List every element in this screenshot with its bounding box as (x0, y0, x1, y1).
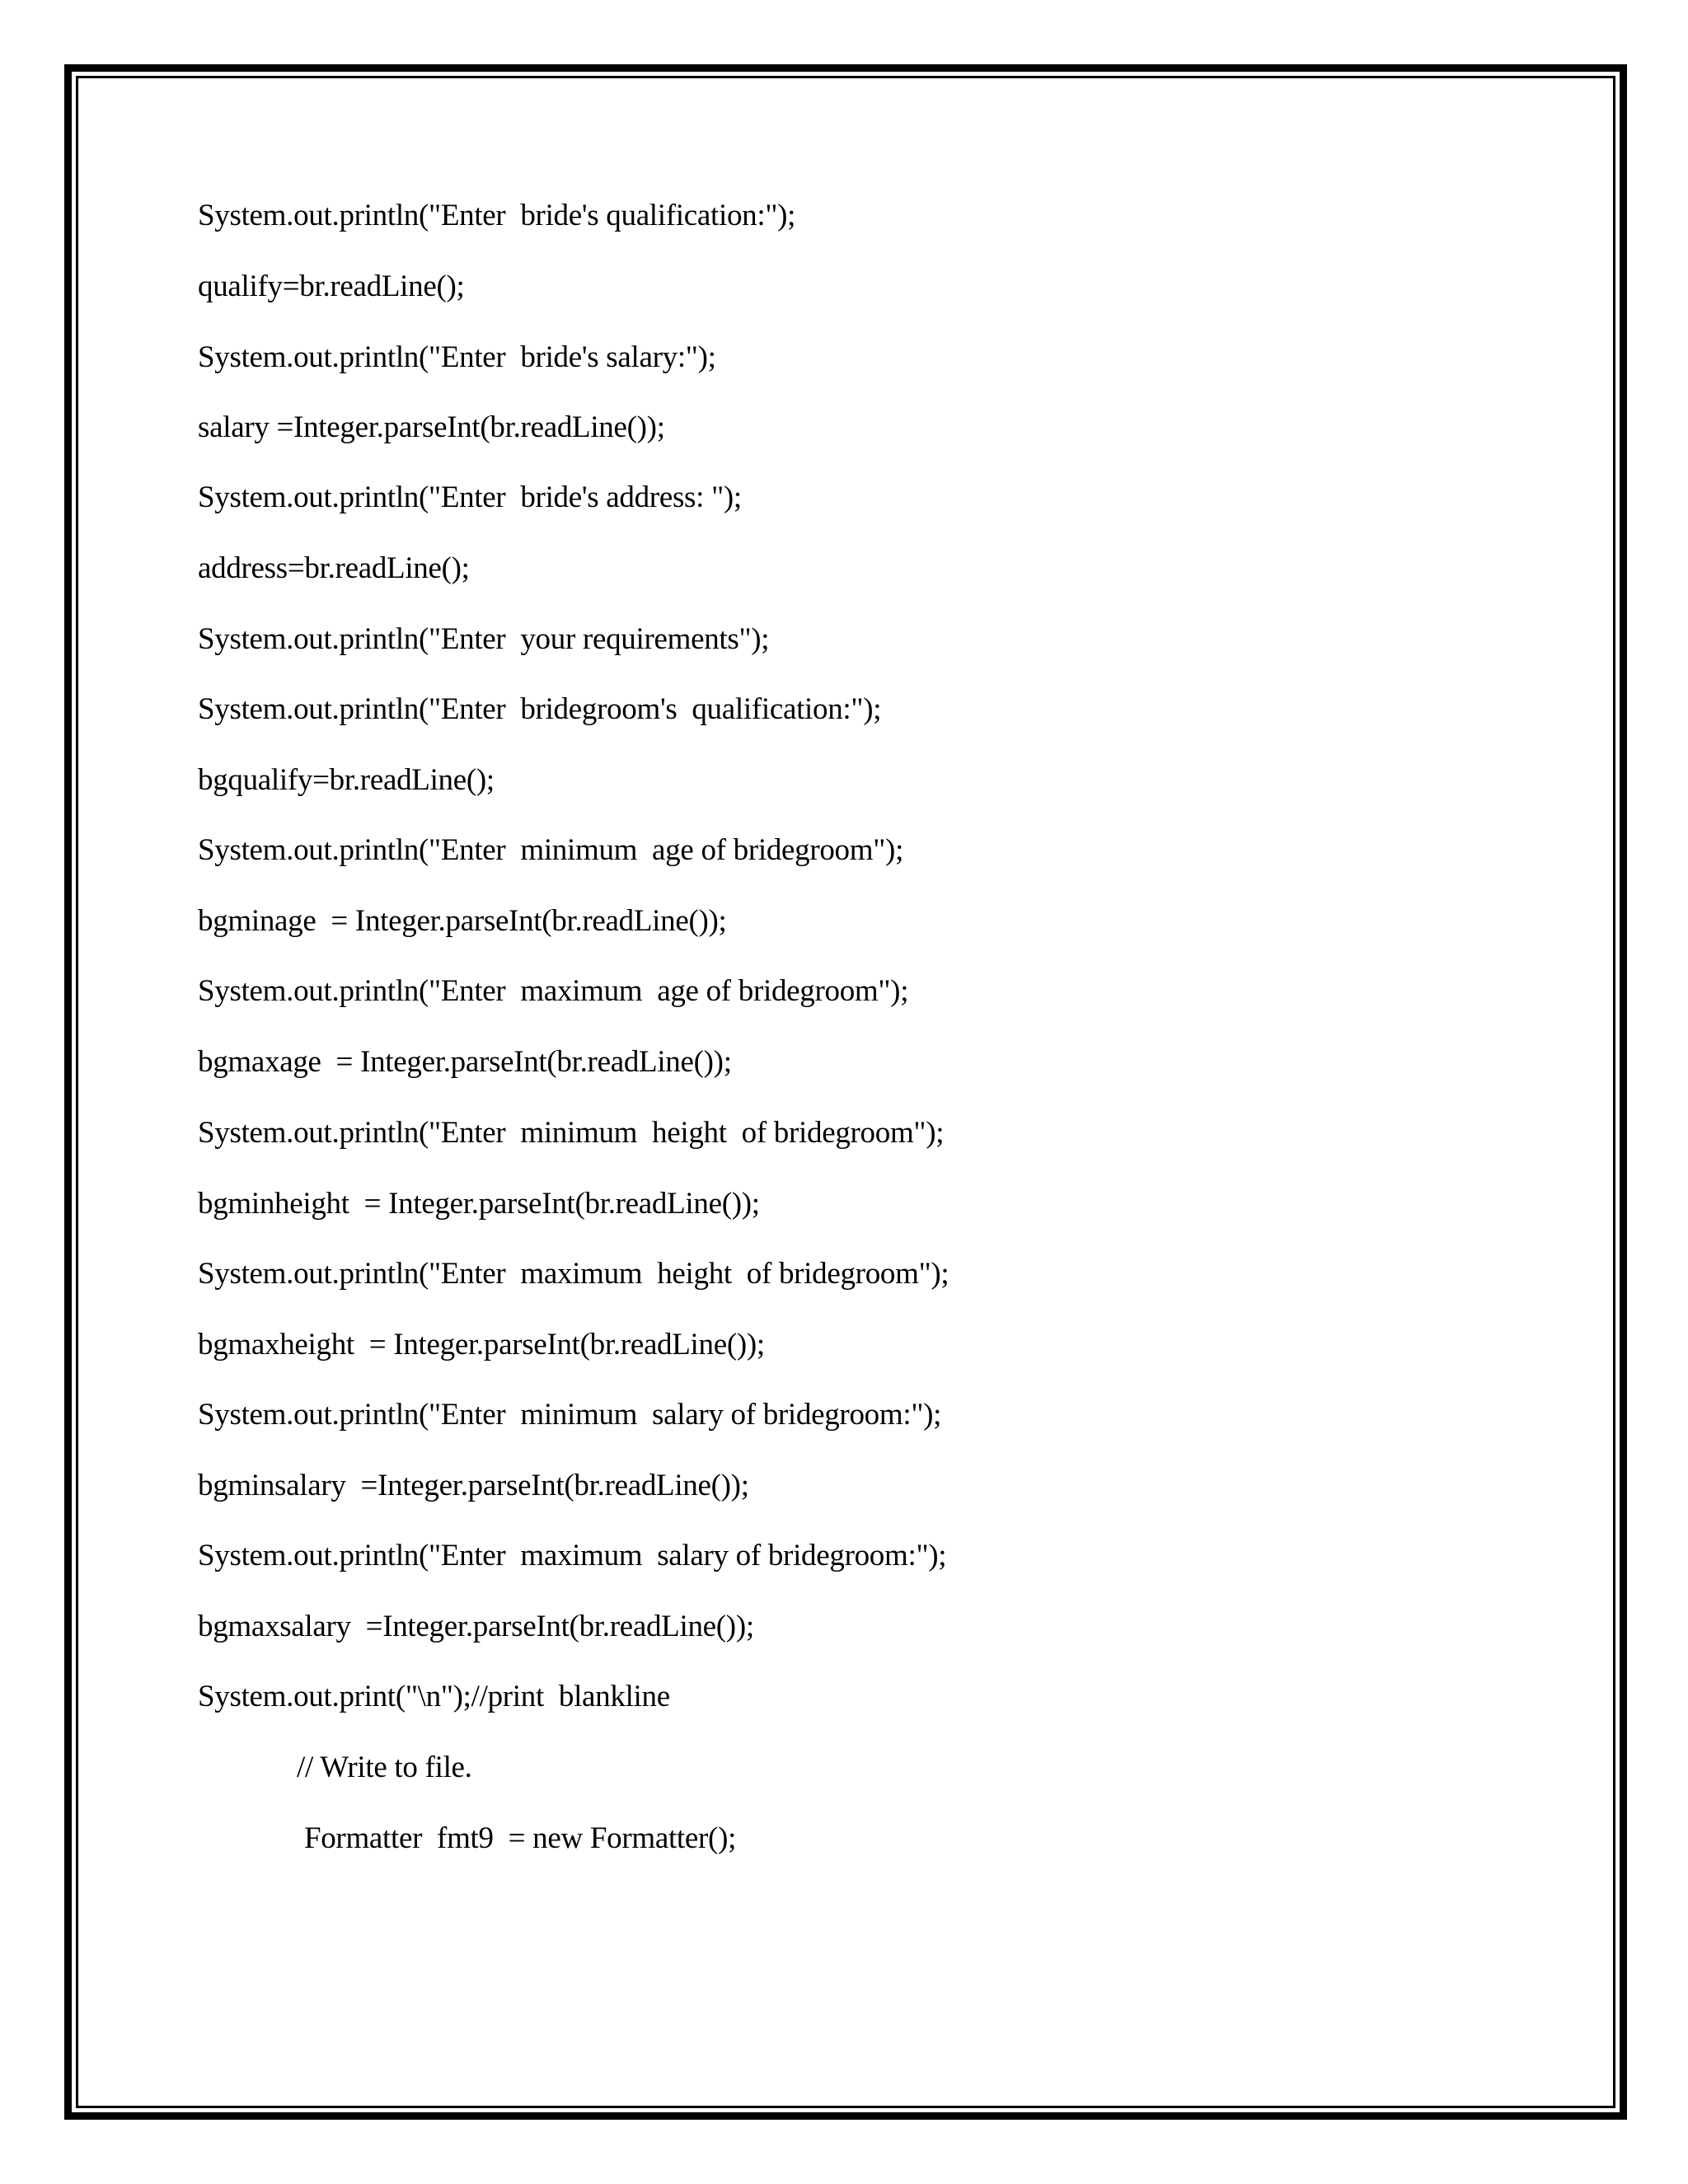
code-line: salary =Integer.parseInt(br.readLine()); (198, 410, 665, 444)
code-line: bgmaxage = Integer.parseInt(br.readLine()); (198, 1045, 732, 1079)
code-line: bgminheight = Integer.parseInt(br.readLine()); (198, 1187, 760, 1221)
code-line: System.out.println("Enter bride's salary:"); (198, 340, 716, 374)
code-line: System.out.println("Enter maximum salary of bridegroom:"); (198, 1539, 947, 1572)
code-line: bgminage = Integer.parseInt(br.readLine()); (198, 904, 727, 938)
code-line: System.out.println("Enter maximum height of bridegroom"); (198, 1257, 950, 1291)
code-line: System.out.println("Enter maximum age of bridegroom"); (198, 974, 909, 1008)
code-comment-line: // Write to file. (297, 1750, 472, 1784)
code-line: bgmaxsalary =Integer.parseInt(br.readLine()); (198, 1610, 754, 1643)
code-line: System.out.print("\n");//print blankline (198, 1680, 670, 1713)
code-line: bgqualify=br.readLine(); (198, 763, 495, 797)
code-line: System.out.println("Enter minimum height of bridegroom"); (198, 1116, 945, 1150)
code-line: System.out.println("Enter your requirements"); (198, 622, 770, 656)
code-line: System.out.println("Enter bridegroom's qualification:"); (198, 692, 882, 726)
code-line: Formatter fmt9 = new Formatter(); (297, 1821, 737, 1855)
code-line: System.out.println("Enter bride's qualification:"); (198, 199, 796, 232)
code-line: System.out.println("Enter minimum age of bridegroom"); (198, 833, 904, 867)
code-line: System.out.println("Enter bride's address: "); (198, 480, 742, 514)
code-line: System.out.println("Enter minimum salary of bridegroom:"); (198, 1398, 942, 1432)
code-line: bgmaxheight = Integer.parseInt(br.readLine()); (198, 1328, 765, 1361)
code-line: address=br.readLine(); (198, 551, 470, 585)
code-line: bgminsalary =Integer.parseInt(br.readLine()); (198, 1469, 749, 1502)
code-line: qualify=br.readLine(); (198, 269, 465, 303)
